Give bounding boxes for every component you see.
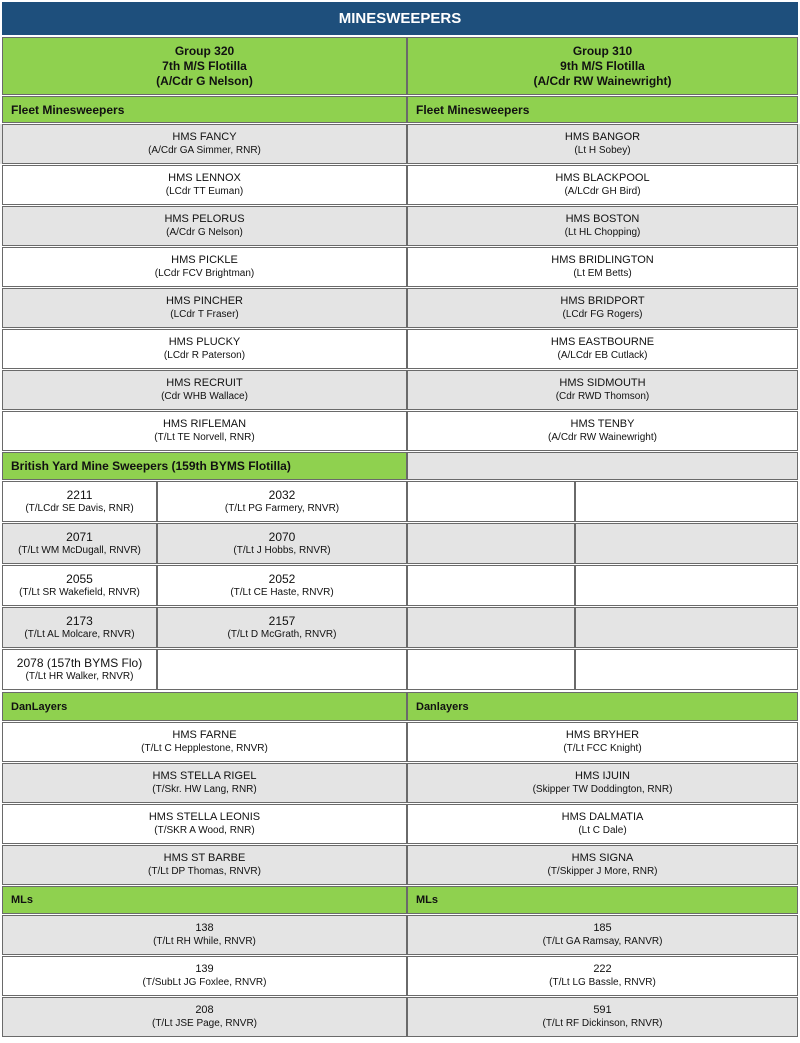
danlayer-row — [0, 722, 800, 762]
group-line: Group 320 — [174, 43, 235, 58]
ship-cell — [2, 804, 407, 844]
mls-label-left: MLs — [2, 886, 407, 914]
empty-cell — [407, 481, 575, 522]
ship-name: HMS TENBY — [570, 418, 635, 430]
byms-cell — [157, 481, 407, 522]
byms-cell — [2, 523, 157, 564]
ship-name: HMS BLACKPOOL — [555, 172, 650, 184]
byms-commander: (T/Lt HR Walker, RNVR) — [25, 671, 134, 682]
ship-name: HMS ST BARBE — [163, 852, 246, 864]
ship-cell — [407, 247, 798, 287]
fleet-row — [0, 411, 800, 451]
ship-cell — [2, 288, 407, 328]
ship-cell — [2, 411, 407, 451]
byms-row — [0, 481, 800, 522]
ship-commander: (A/LCdr EB Cutlack) — [557, 350, 648, 361]
danlayers-label-row — [0, 692, 800, 721]
fleet-row — [0, 165, 800, 205]
byms-number: 2157 — [268, 614, 296, 628]
byms-number: 2055 — [66, 572, 93, 586]
ship-commander: (LCdr FCV Brightman) — [154, 268, 255, 279]
ship-cell — [407, 370, 798, 410]
danlayer-row — [0, 763, 800, 803]
byms-cell — [157, 565, 407, 606]
byms-number: 2070 — [268, 530, 296, 544]
empty-cell — [157, 649, 407, 690]
ml-commander: (T/Lt JSE Page, RNVR) — [151, 1018, 258, 1029]
ship-cell — [407, 845, 798, 885]
byms-number: 2078 (157th BYMS Flo) — [16, 656, 143, 670]
group-320-header — [2, 37, 407, 95]
ship-commander: (A/Cdr GA Simmer, RNR) — [148, 145, 261, 156]
ml-commander: (T/Lt RF Dickinson, RNVR) — [542, 1018, 663, 1029]
ml-number: 185 — [593, 922, 612, 934]
ship-commander: (Lt H Sobey) — [574, 145, 631, 156]
fleet-row — [0, 124, 800, 164]
byms-cell — [157, 523, 407, 564]
ship-commander: (A/LCdr GH Bird) — [564, 186, 641, 197]
ship-commander: (Lt HL Chopping) — [564, 227, 641, 238]
byms-number: 2071 — [66, 530, 93, 544]
ml-number: 139 — [195, 963, 214, 975]
empty-cell — [575, 523, 798, 564]
ml-cell — [2, 997, 407, 1037]
ship-cell — [407, 411, 798, 451]
byms-commander: (T/Lt J Hobbs, RNVR) — [233, 545, 331, 556]
ml-cell — [407, 997, 798, 1037]
ship-name: HMS FANCY — [172, 131, 237, 143]
byms-commander: (T/Lt SR Wakefield, RNVR) — [19, 587, 140, 598]
danlayer-row — [0, 845, 800, 885]
ml-commander: (T/Lt GA Ramsay, RANVR) — [542, 936, 663, 947]
ml-number: 208 — [195, 1004, 214, 1016]
byms-number: 2173 — [66, 614, 93, 628]
byms-label: British Yard Mine Sweepers (159th BYMS Flotilla) — [2, 452, 407, 480]
byms-commander: (T/Lt D McGrath, RNVR) — [227, 629, 337, 640]
ship-cell — [407, 124, 798, 164]
ship-name: HMS BOSTON — [565, 213, 640, 225]
empty-cell — [575, 481, 798, 522]
ship-cell — [2, 124, 407, 164]
ship-commander: (Lt C Dale) — [578, 825, 627, 836]
byms-row — [0, 649, 800, 690]
group-header-row — [0, 37, 800, 95]
ship-cell — [407, 804, 798, 844]
danlayer-row — [0, 804, 800, 844]
ship-name: HMS SIGNA — [571, 852, 634, 864]
ship-name: HMS BRYHER — [565, 729, 640, 741]
ship-commander: (LCdr TT Euman) — [165, 186, 244, 197]
byms-commander: (T/Lt AL Molcare, RNVR) — [24, 629, 135, 640]
ship-name: HMS PICKLE — [171, 254, 238, 266]
flotilla-line: 7th M/S Flotilla — [162, 58, 247, 73]
ship-name: HMS RECRUIT — [166, 377, 243, 389]
ship-name: HMS FARNE — [172, 729, 237, 741]
ship-cell — [2, 247, 407, 287]
ml-commander: (T/SubLt JG Foxlee, RNVR) — [142, 977, 267, 988]
ship-commander: (T/Lt DP Thomas, RNVR) — [148, 866, 261, 877]
byms-label-row — [0, 452, 800, 480]
ml-row — [0, 915, 800, 955]
ship-name: HMS STELLA LEONIS — [148, 811, 261, 823]
ship-cell — [407, 329, 798, 369]
byms-number: 2032 — [268, 488, 296, 502]
group-310-header — [407, 37, 798, 95]
ship-cell — [2, 165, 407, 205]
byms-cell — [2, 607, 157, 648]
ship-commander: (T/Lt FCC Knight) — [563, 743, 642, 754]
byms-row — [0, 565, 800, 606]
ship-name: HMS PLUCKY — [168, 336, 241, 348]
ship-commander: (Cdr WHB Wallace) — [161, 391, 248, 402]
ship-name: HMS SIDMOUTH — [559, 377, 646, 389]
ship-commander: (T/Lt TE Norvell, RNR) — [154, 432, 255, 443]
byms-cell — [2, 481, 157, 522]
empty-cell — [407, 607, 575, 648]
ml-row — [0, 956, 800, 996]
ship-cell — [2, 329, 407, 369]
mls-label-right: MLs — [407, 886, 798, 914]
ml-cell — [407, 956, 798, 996]
ml-cell — [407, 915, 798, 955]
ship-cell — [407, 722, 798, 762]
empty-cell — [407, 452, 798, 480]
ml-row — [0, 997, 800, 1037]
ship-name: HMS BRIDLINGTON — [551, 254, 654, 266]
byms-cell — [157, 607, 407, 648]
ship-cell — [407, 288, 798, 328]
ship-name: HMS STELLA RIGEL — [152, 770, 257, 782]
byms-cell — [2, 565, 157, 606]
ship-name: HMS RIFLEMAN — [162, 418, 247, 430]
fleet-minesweepers-label-right: Fleet Minesweepers — [407, 96, 798, 123]
group-line: Group 310 — [572, 43, 633, 58]
flotilla-line: 9th M/S Flotilla — [560, 58, 645, 73]
ship-commander: (LCdr R Paterson) — [163, 350, 246, 361]
ml-number: 591 — [593, 1004, 612, 1016]
ship-name: HMS PELORUS — [164, 213, 245, 225]
byms-number: 2211 — [66, 488, 93, 502]
commander-line: (A/Cdr G Nelson) — [156, 73, 253, 88]
empty-cell — [575, 607, 798, 648]
ship-commander: (T/Lt C Hepplestone, RNVR) — [141, 743, 268, 754]
danlayers-label-right: Danlayers — [407, 692, 798, 721]
byms-commander: (T/Lt PG Farmery, RNVR) — [224, 503, 340, 514]
ship-cell — [407, 206, 798, 246]
fleet-row — [0, 288, 800, 328]
ship-commander: (A/Cdr RW Wainewright) — [548, 432, 657, 443]
mls-label-row — [0, 886, 800, 914]
fleet-row — [0, 329, 800, 369]
ship-commander: (T/SKR A Wood, RNR) — [154, 825, 255, 836]
fleet-row — [0, 206, 800, 246]
byms-row — [0, 523, 800, 564]
ship-name: HMS LENNOX — [168, 172, 241, 184]
ship-name: HMS BANGOR — [564, 131, 641, 143]
table-title: MINESWEEPERS — [2, 2, 798, 35]
fleet-minesweepers-label-left: Fleet Minesweepers — [2, 96, 407, 123]
fleet-row — [0, 247, 800, 287]
ship-commander: (LCdr T Fraser) — [170, 309, 239, 320]
ml-number: 138 — [195, 922, 214, 934]
ship-commander: (LCdr FG Rogers) — [562, 309, 643, 320]
commander-line: (A/Cdr RW Wainewright) — [533, 73, 672, 88]
ml-commander: (T/Lt RH While, RNVR) — [153, 936, 256, 947]
byms-commander: (T/LCdr SE Davis, RNR) — [25, 503, 134, 514]
empty-cell — [575, 649, 798, 690]
ship-cell — [2, 763, 407, 803]
ship-name: HMS PINCHER — [165, 295, 243, 307]
ship-cell — [2, 722, 407, 762]
byms-cell — [2, 649, 157, 690]
ml-cell — [2, 956, 407, 996]
ml-cell — [2, 915, 407, 955]
byms-commander: (T/Lt CE Haste, RNVR) — [230, 587, 334, 598]
ship-name: HMS DALMATIA — [561, 811, 644, 823]
ship-cell — [2, 845, 407, 885]
ship-commander: (Cdr RWD Thomson) — [555, 391, 650, 402]
byms-number: 2052 — [268, 572, 296, 586]
ml-commander: (T/Lt LG Bassle, RNVR) — [549, 977, 656, 988]
ship-cell — [407, 165, 798, 205]
empty-cell — [407, 649, 575, 690]
empty-cell — [575, 565, 798, 606]
fleet-label-row — [0, 96, 800, 123]
fleet-row — [0, 370, 800, 410]
ship-commander: (Lt EM Betts) — [573, 268, 632, 279]
ship-name: HMS IJUIN — [575, 770, 630, 782]
danlayers-label-left: DanLayers — [2, 692, 407, 721]
ship-commander: (T/Skr. HW Lang, RNR) — [152, 784, 257, 795]
ship-cell — [2, 206, 407, 246]
ship-commander: (T/Skipper J More, RNR) — [547, 866, 658, 877]
ml-number: 222 — [593, 963, 612, 975]
byms-row — [0, 607, 800, 648]
byms-commander: (T/Lt WM McDugall, RNVR) — [18, 545, 141, 556]
ship-name: HMS EASTBOURNE — [550, 336, 655, 348]
ship-name: HMS BRIDPORT — [560, 295, 645, 307]
ship-cell — [2, 370, 407, 410]
empty-cell — [407, 565, 575, 606]
ship-commander: (Skipper TW Doddington, RNR) — [532, 784, 673, 795]
ship-commander: (A/Cdr G Nelson) — [166, 227, 243, 238]
empty-cell — [407, 523, 575, 564]
ship-cell — [407, 763, 798, 803]
